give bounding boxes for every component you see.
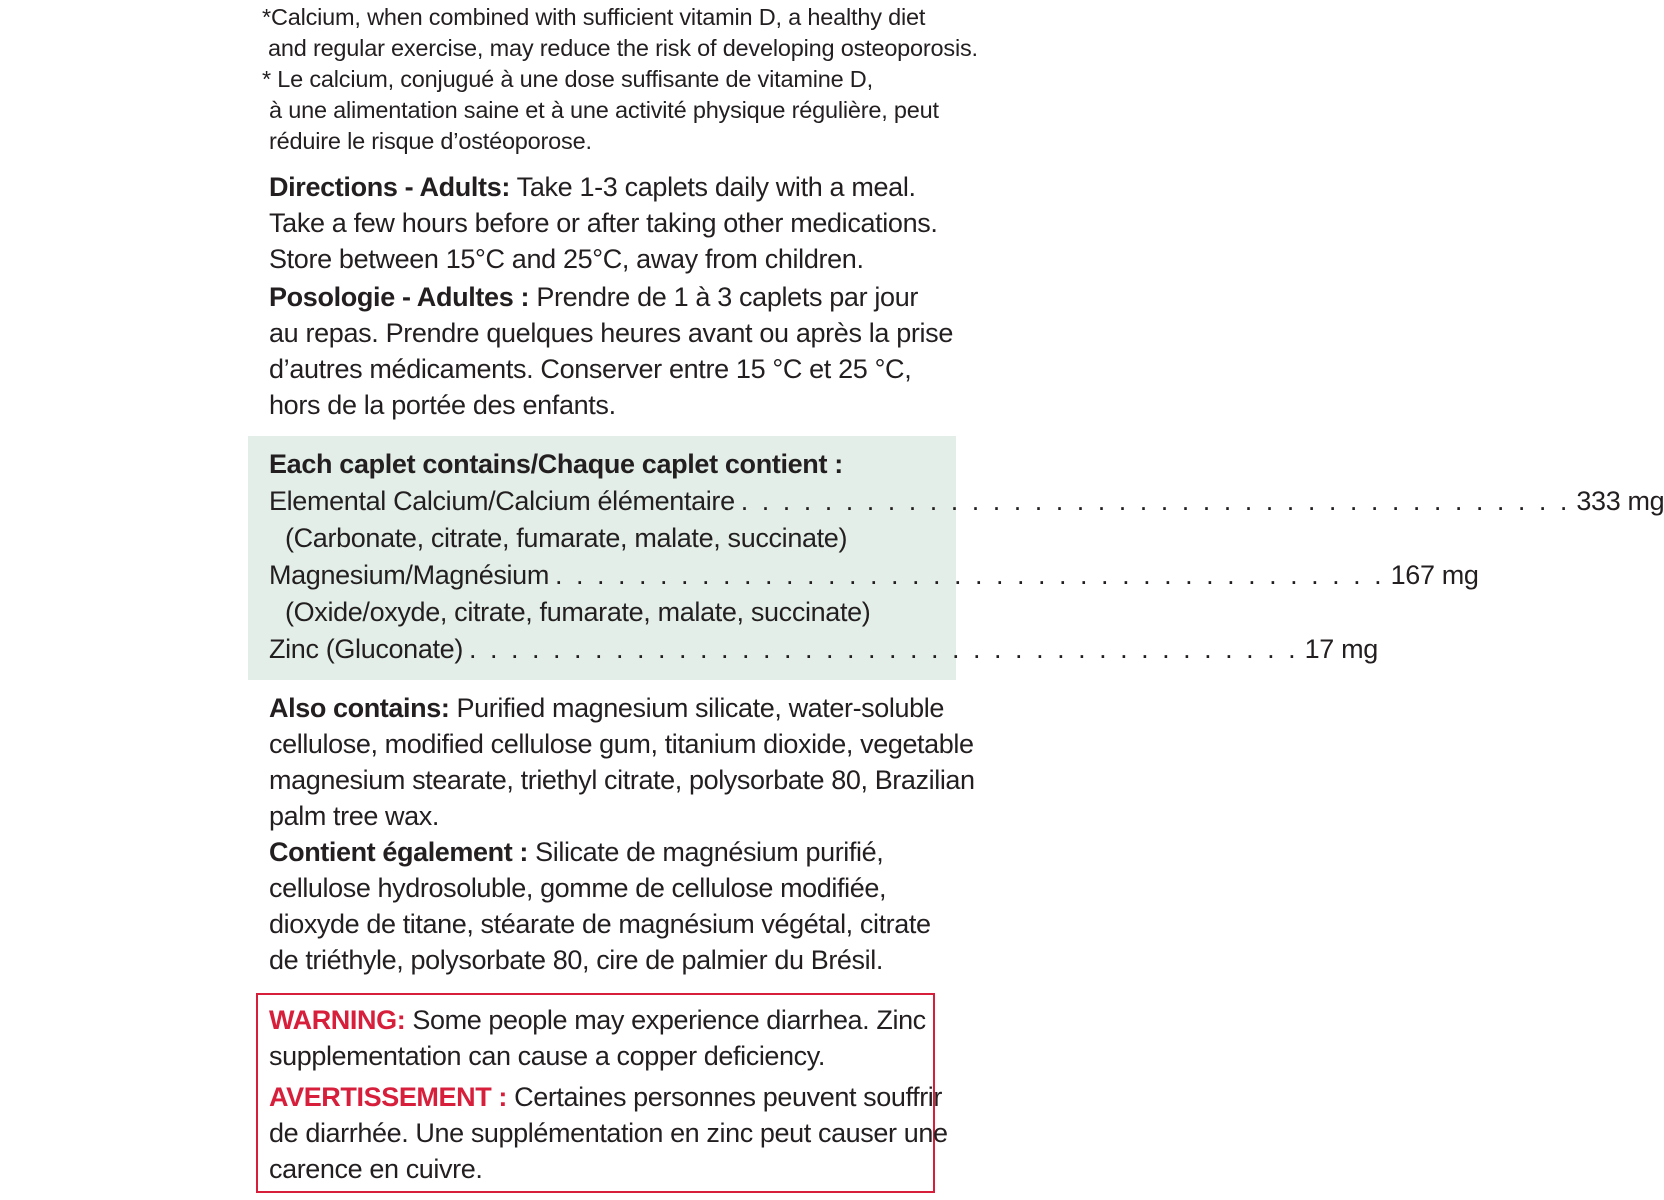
warning-en-line <box>269 1002 929 1038</box>
also-contains-en-line: cellulose, modified cellulose gum, titanium dioxide, vegetable <box>269 729 974 759</box>
warning-en-line: supplementation can cause a copper deficiency. <box>269 1041 825 1071</box>
footnote-fr-line: réduire le risque d’ostéoporose. <box>269 128 592 154</box>
dot-leader: . . . . . . . . . . . . . . . . . . . . . . . . . . . . . . . . . . . . . . . . <box>468 634 1299 664</box>
directions-en-label: Directions - Adults: <box>269 172 511 202</box>
footnote-fr-line: à une alimentation saine et à une activité physique régulière, peut <box>269 97 939 123</box>
ingredients-title: Each caplet contains/Chaque caplet contient : <box>269 449 843 479</box>
also-contains-fr-line: de triéthyle, polysorbate 80, cire de palmier du Brésil. <box>269 945 883 975</box>
also-contains-en-text: Purified magnesium silicate, water-soluble <box>449 693 944 723</box>
also-contains-fr-line: dioxyde de titane, stéarate de magnésium végétal, citrate <box>269 909 931 939</box>
also-contains-en-line: palm tree wax. <box>269 801 439 831</box>
ingredient-name: Elemental Calcium/Calcium élémentaire <box>269 486 735 516</box>
directions-en-line: Take a few hours before or after taking other medications. <box>269 208 938 238</box>
also-contains-fr-text: Silicate de magnésium purifié, <box>528 837 884 867</box>
directions-fr-text: Prendre de 1 à 3 caplets par jour <box>529 282 919 312</box>
ingredient-row <box>269 483 1664 520</box>
directions-en-line: Store between 15°C and 25°C, away from children. <box>269 244 864 274</box>
warning-fr-label: AVERTISSEMENT : <box>269 1082 508 1112</box>
also-contains-en-label: Also contains: <box>269 693 450 723</box>
warning-en-label: WARNING: <box>269 1005 406 1035</box>
footnote-en-line: and regular exercise, may reduce the risk of developing osteoporosis. <box>268 35 978 61</box>
directions-fr-line <box>269 279 949 315</box>
also-contains-en-line: magnesium stearate, triethyl citrate, polysorbate 80, Brazilian <box>269 765 975 795</box>
ingredient-amount: 333 mg <box>1576 486 1664 516</box>
directions-fr-label: Posologie - Adultes : <box>269 282 530 312</box>
ingredient-source: (Oxide/oxyde, citrate, fumarate, malate, succinate) <box>285 597 871 627</box>
ingredient-name: Zinc (Gluconate) <box>269 634 463 664</box>
calcium-claim-footnote <box>262 2 978 157</box>
also-contains-en-line <box>269 690 949 726</box>
warning-fr-line: de diarrhée. Une supplémentation en zinc peut causer une <box>269 1118 948 1148</box>
directions-en-line <box>269 169 949 205</box>
footnote-en-line: *Calcium, when combined with sufficient vitamin D, a healthy diet <box>262 4 926 30</box>
dot-leader: . . . . . . . . . . . . . . . . . . . . . . . . . . . . . . . . . . . . . . . . <box>554 560 1385 590</box>
also-contains-fr-label: Contient également : <box>269 837 529 867</box>
ingredient-source: (Carbonate, citrate, fumarate, malate, succinate) <box>285 523 848 553</box>
also-contains-fr-line: cellulose hydrosoluble, gomme de cellulose modifiée, <box>269 873 887 903</box>
ingredient-amount: 167 mg <box>1390 560 1479 590</box>
directions-fr-line: hors de la portée des enfants. <box>269 390 616 420</box>
dot-leader: . . . . . . . . . . . . . . . . . . . . . . . . . . . . . . . . . . . . . . . . <box>740 486 1571 516</box>
also-contains-section <box>269 690 975 978</box>
directions-fr-line: au repas. Prendre quelques heures avant ou après la prise <box>269 318 954 348</box>
warning-fr-line <box>269 1079 942 1115</box>
ingredient-row <box>269 631 1378 668</box>
directions-section <box>269 169 954 423</box>
also-contains-fr-line <box>269 834 949 870</box>
ingredients-section <box>269 446 1664 668</box>
directions-en-text: Take 1-3 caplets daily with a meal. <box>510 172 916 202</box>
warning-section <box>269 1002 948 1187</box>
warning-fr-line: carence en cuivre. <box>269 1154 483 1184</box>
footnote-fr-line: * Le calcium, conjugué à une dose suffisante de vitamine D, <box>262 66 873 92</box>
ingredient-name: Magnesium/Magnésium <box>269 560 549 590</box>
ingredient-row <box>269 557 1479 594</box>
directions-fr-line: d’autres médicaments. Conserver entre 15 °C et 25 °C, <box>269 354 912 384</box>
ingredient-amount: 17 mg <box>1304 634 1378 664</box>
warning-fr-text: Certaines personnes peuvent souffrir <box>507 1082 942 1112</box>
warning-en-text: Some people may experience diarrhea. Zinc <box>405 1005 926 1035</box>
